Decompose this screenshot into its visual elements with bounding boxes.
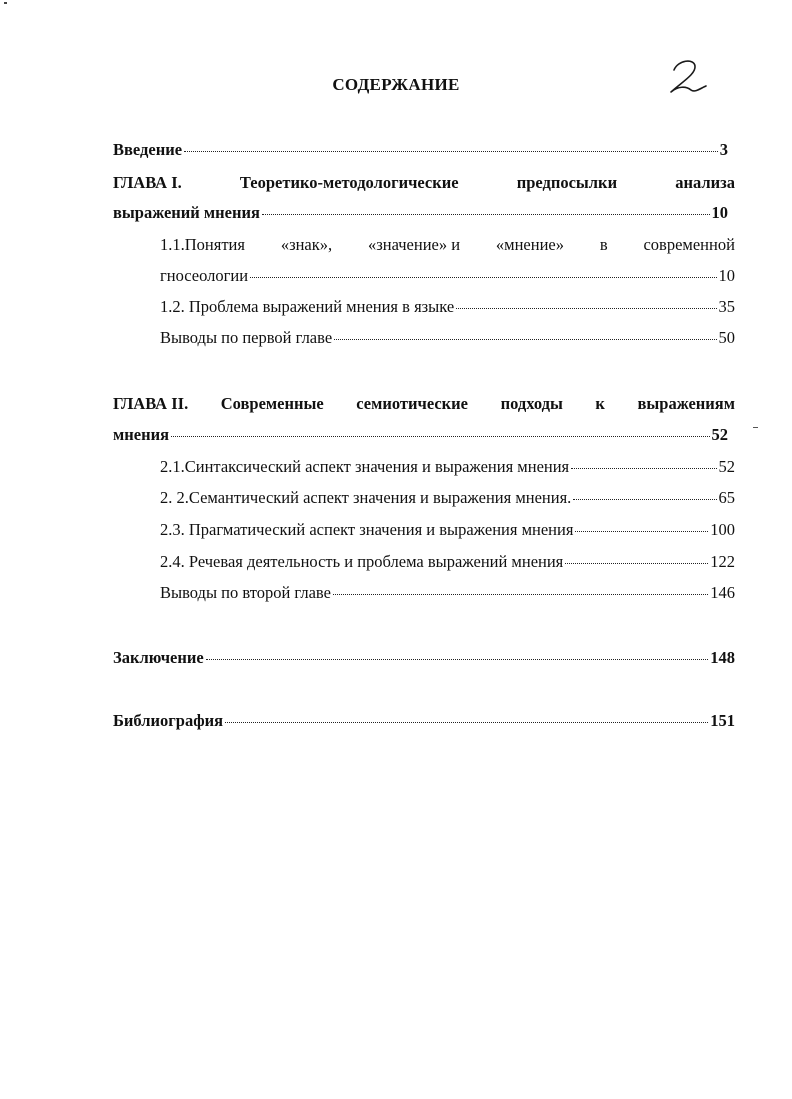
toc-page: 151 <box>710 711 735 730</box>
scan-mark <box>753 427 758 428</box>
toc-chapter-1-conclusions[interactable] <box>160 328 735 348</box>
heading-word: выражениям <box>637 394 735 413</box>
toc-chapter-1-continuation[interactable] <box>113 203 728 223</box>
toc-page: 10 <box>711 203 728 222</box>
toc-page: 122 <box>710 552 735 571</box>
toc-entry-introduction[interactable] <box>113 140 728 160</box>
section-word: «знак», <box>280 235 333 254</box>
toc-page: 52 <box>718 457 735 476</box>
toc-page: 3 <box>719 140 728 159</box>
dot-leader <box>575 531 708 532</box>
toc-page: 10 <box>718 266 735 285</box>
toc-page: 148 <box>710 648 735 667</box>
toc-label: 1.2. Проблема выражений мнения в языке <box>160 297 455 316</box>
heading-word: Теоретико-методологические <box>239 173 459 192</box>
toc-label: мнения <box>113 425 170 444</box>
heading-word: к <box>595 394 605 413</box>
page-title: СОДЕРЖАНИЕ <box>332 75 460 94</box>
handwritten-page-number <box>664 56 708 98</box>
toc-section-2-3[interactable] <box>160 520 735 540</box>
heading-word: ГЛАВА I. <box>113 173 182 192</box>
toc-entry-conclusion[interactable] <box>113 648 735 668</box>
toc-chapter-2-continuation[interactable] <box>113 425 728 445</box>
toc-chapter-2-conclusions[interactable] <box>160 583 735 603</box>
toc-label: 2.4. Речевая деятельность и проблема выражений мнения <box>160 552 564 571</box>
dot-leader <box>573 499 716 500</box>
toc-label: Выводы по первой главе <box>160 328 333 347</box>
toc-page: 52 <box>711 425 728 444</box>
dot-leader <box>333 594 708 595</box>
heading-word: подходы <box>500 394 563 413</box>
dot-leader <box>184 151 718 152</box>
toc-section-2-2[interactable] <box>160 488 735 508</box>
dot-leader <box>571 468 716 469</box>
dot-leader <box>171 436 709 437</box>
section-word: «значение» и <box>367 235 461 254</box>
heading-word: семиотические <box>356 394 469 413</box>
heading-word: Современные <box>220 394 324 413</box>
toc-chapter-1-heading[interactable] <box>113 173 735 193</box>
dot-leader <box>225 722 708 723</box>
toc-page: 146 <box>710 583 735 602</box>
toc-label: выражений мнения <box>113 203 260 222</box>
toc-chapter-2-heading[interactable] <box>113 394 735 414</box>
toc-label: Заключение <box>113 648 204 667</box>
toc-section-2-4[interactable] <box>160 552 735 572</box>
dot-leader <box>262 214 710 215</box>
toc-page: 100 <box>710 520 735 539</box>
heading-word: анализа <box>675 173 735 192</box>
heading-word: предпосылки <box>516 173 618 192</box>
dot-leader <box>456 308 716 309</box>
toc-section-1-2[interactable] <box>160 297 735 317</box>
toc-page: 35 <box>718 297 735 316</box>
section-word: «мнение» <box>495 235 564 254</box>
scan-mark <box>4 2 7 4</box>
section-word: современной <box>643 235 735 254</box>
toc-entry-bibliography[interactable] <box>113 711 735 731</box>
heading-word: ГЛАВА II. <box>113 394 189 413</box>
toc-label: 2. 2.Семантический аспект значения и выражения мнения. <box>160 488 572 507</box>
toc-page: 65 <box>718 488 735 507</box>
toc-section-2-1[interactable] <box>160 457 735 477</box>
toc-section-1-1-continuation[interactable] <box>160 266 735 286</box>
dot-leader <box>334 339 716 340</box>
section-word: 1.1.Понятия <box>160 235 245 254</box>
toc-label: гносеологии <box>160 266 249 285</box>
toc-page: 50 <box>718 328 735 347</box>
toc-label: Выводы по второй главе <box>160 583 331 602</box>
dot-leader <box>206 659 709 660</box>
dot-leader <box>565 563 708 564</box>
toc-label: 2.3. Прагматический аспект значения и выражения мнения <box>160 520 574 539</box>
toc-label: Библиография <box>113 711 224 730</box>
dot-leader <box>250 277 716 278</box>
toc-label: Введение <box>113 140 183 159</box>
toc-label: 2.1.Синтаксический аспект значения и выражения мнения <box>160 457 570 476</box>
toc-section-1-1[interactable] <box>160 235 735 255</box>
section-word: в <box>599 235 608 254</box>
